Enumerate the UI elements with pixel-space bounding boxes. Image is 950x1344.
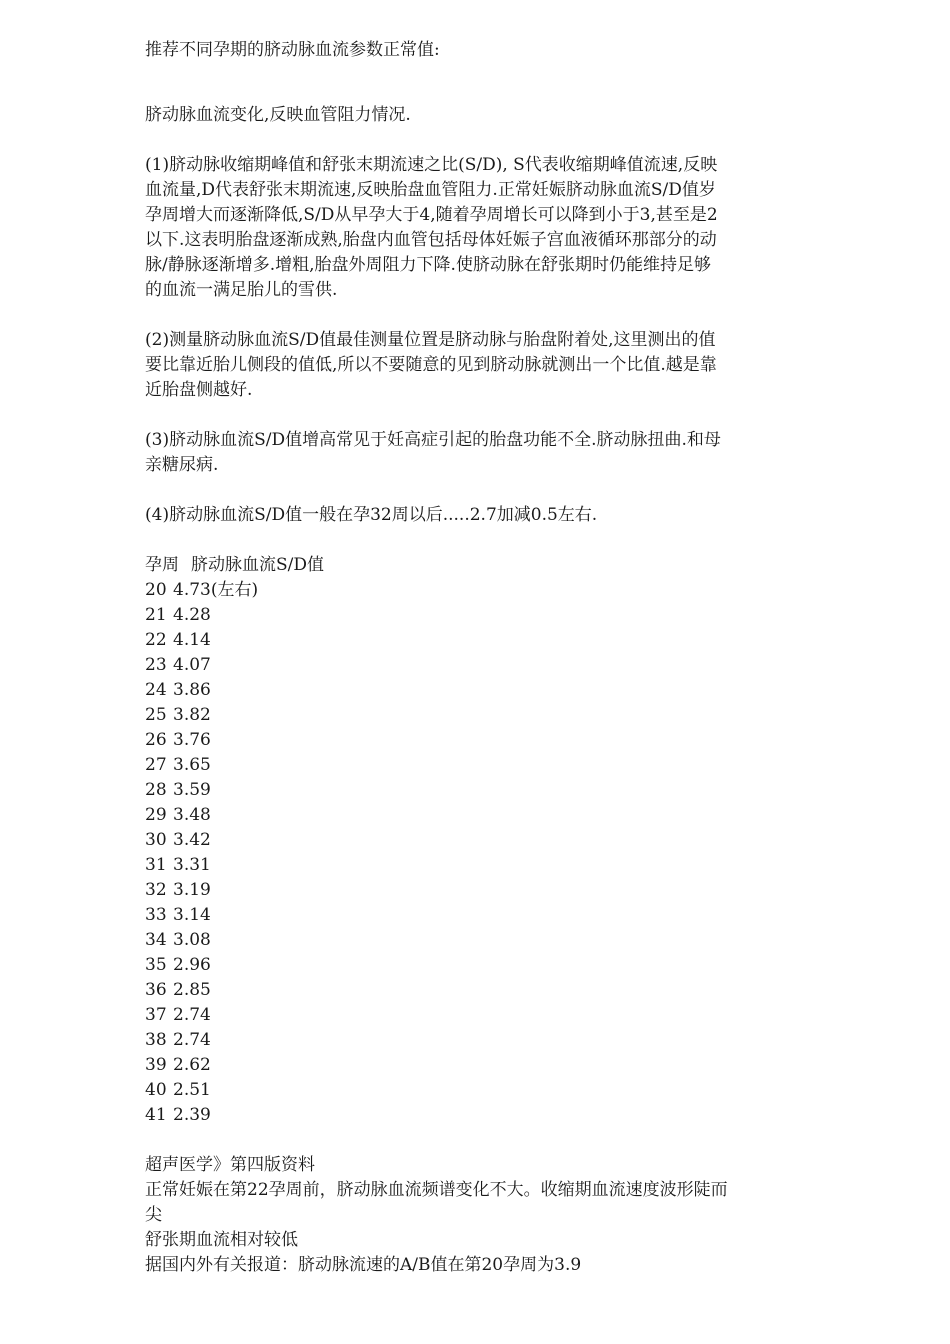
tail-line: 超声医学》第四版资料 [145,1155,315,1175]
table-row [145,1103,810,1128]
table-cell-value: 3.14 [173,905,211,925]
tail-line: 舒张期血流相对较低 [145,1230,298,1250]
paragraph-3-line: (3)脐动脉血流S/D值增高常见于妊高症引起的胎盘功能不全.脐动脉扭曲.和母 [145,430,721,450]
table-row [145,628,810,653]
table-cell-week: 29 [145,805,167,825]
table-cell-week: 38 [145,1030,167,1050]
table-cell-week: 20 [145,580,167,600]
paragraph-3 [145,428,810,478]
tail-line: 据国内外有关报道：脐动脉流速的A/B值在第20孕周为3.9 [145,1255,582,1275]
paragraph-2 [145,328,810,403]
table-cell-value: 4.28 [173,605,211,625]
table-header-week: 孕周 [145,555,179,575]
table-cell-week: 32 [145,880,167,900]
doc-title: 推荐不同孕期的脐动脉血流参数正常值: [145,40,440,60]
tail-line: 尖 [145,1205,162,1225]
paragraph-1-line: 以下.这表明胎盘逐渐成熟,胎盘内血管包括母体妊娠子宫血液循环那部分的动 [145,230,717,250]
table-cell-value: 2.51 [173,1080,211,1100]
table-cell-value: 2.39 [173,1105,211,1125]
table-cell-value: 2.62 [173,1055,211,1075]
table-cell-value: 3.86 [173,680,211,700]
table-row [145,978,810,1003]
table-row [145,728,810,753]
table-cell-value: 3.08 [173,930,211,950]
table-cell-value: 3.65 [173,755,211,775]
table-cell-week: 25 [145,705,167,725]
table-body [145,578,810,1128]
paragraph-1-line: 血流量,D代表舒张末期流速,反映胎盘血管阻力.正常妊娠脐动脉血流S/D值岁 [145,180,716,200]
table-row [145,803,810,828]
table-header [145,553,810,578]
table-row [145,1028,810,1053]
paragraph-2-line: 近胎盘侧越好. [145,380,253,400]
table-row [145,603,810,628]
table-cell-value: 2.74 [173,1030,211,1050]
table-row [145,578,810,603]
table-cell-value: 4.73(左右) [173,580,259,600]
table-row [145,953,810,978]
table-cell-week: 26 [145,730,167,750]
table-cell-value: 2.85 [173,980,211,1000]
table-cell-value: 4.07 [173,655,211,675]
paragraph-1-line: (1)脐动脉收缩期峰值和舒张末期流速之比(S/D), S代表收缩期峰值流速,反映 [145,155,718,175]
table-row [145,928,810,953]
table-cell-value: 3.76 [173,730,211,750]
intro-text: 脐动脉血流变化,反映血管阻力情况. [145,105,411,125]
table-cell-week: 33 [145,905,167,925]
table-row [145,1053,810,1078]
paragraph-1-line: 脉/静脉逐渐增多.增粗,胎盘外周阻力下降.使脐动脉在舒张期时仍能维持足够 [145,255,711,275]
table-cell-week: 40 [145,1080,167,1100]
table-cell-value: 3.19 [173,880,211,900]
paragraph-1 [145,153,810,303]
table-cell-value: 2.96 [173,955,211,975]
table-cell-value: 3.59 [173,780,211,800]
table-cell-week: 41 [145,1105,167,1125]
paragraph-4: (4)脐动脉血流S/D值一般在孕32周以后.....2.7加减0.5左右. [145,505,598,525]
table-row [145,828,810,853]
table-row [145,853,810,878]
table-cell-week: 30 [145,830,167,850]
table-row [145,878,810,903]
table-cell-week: 24 [145,680,167,700]
table-cell-value: 3.48 [173,805,211,825]
table-row [145,653,810,678]
document-page [145,38,810,1278]
paragraph-2-line: (2)测量脐动脉血流S/D值最佳测量位置是脐动脉与胎盘附着处,这里测出的值 [145,330,716,350]
sd-table [145,553,810,1128]
table-cell-week: 39 [145,1055,167,1075]
table-cell-week: 34 [145,930,167,950]
tail-line: 正常妊娠在第22孕周前，脐动脉血流频谱变化不大。收缩期血流速度波形陡而 [145,1180,728,1200]
table-cell-value: 2.74 [173,1005,211,1025]
paragraph-3-line: 亲糖尿病. [145,455,219,475]
paragraph-1-line: 的血流一满足胎儿的雪供. [145,280,338,300]
table-row [145,1078,810,1103]
paragraph-1-line: 孕周增大而逐渐降低,S/D从早孕大于4,随着孕周增长可以降到小于3,甚至是2 [145,205,718,225]
table-cell-week: 37 [145,1005,167,1025]
table-cell-value: 3.82 [173,705,211,725]
paragraph-2-line: 要比靠近胎儿侧段的值低,所以不要随意的见到脐动脉就测出一个比值.越是靠 [145,355,717,375]
table-cell-value: 4.14 [173,630,211,650]
table-cell-week: 23 [145,655,167,675]
table-header-value: 脐动脉血流S/D值 [191,555,325,575]
table-cell-week: 35 [145,955,167,975]
table-cell-week: 31 [145,855,167,875]
table-row [145,703,810,728]
table-cell-week: 22 [145,630,167,650]
table-row [145,903,810,928]
table-row [145,678,810,703]
table-cell-week: 27 [145,755,167,775]
tail-section [145,1153,810,1278]
table-row [145,753,810,778]
table-cell-value: 3.42 [173,830,211,850]
table-cell-week: 21 [145,605,167,625]
table-row [145,778,810,803]
table-cell-week: 28 [145,780,167,800]
table-cell-week: 36 [145,980,167,1000]
table-row [145,1003,810,1028]
table-cell-value: 3.31 [173,855,211,875]
